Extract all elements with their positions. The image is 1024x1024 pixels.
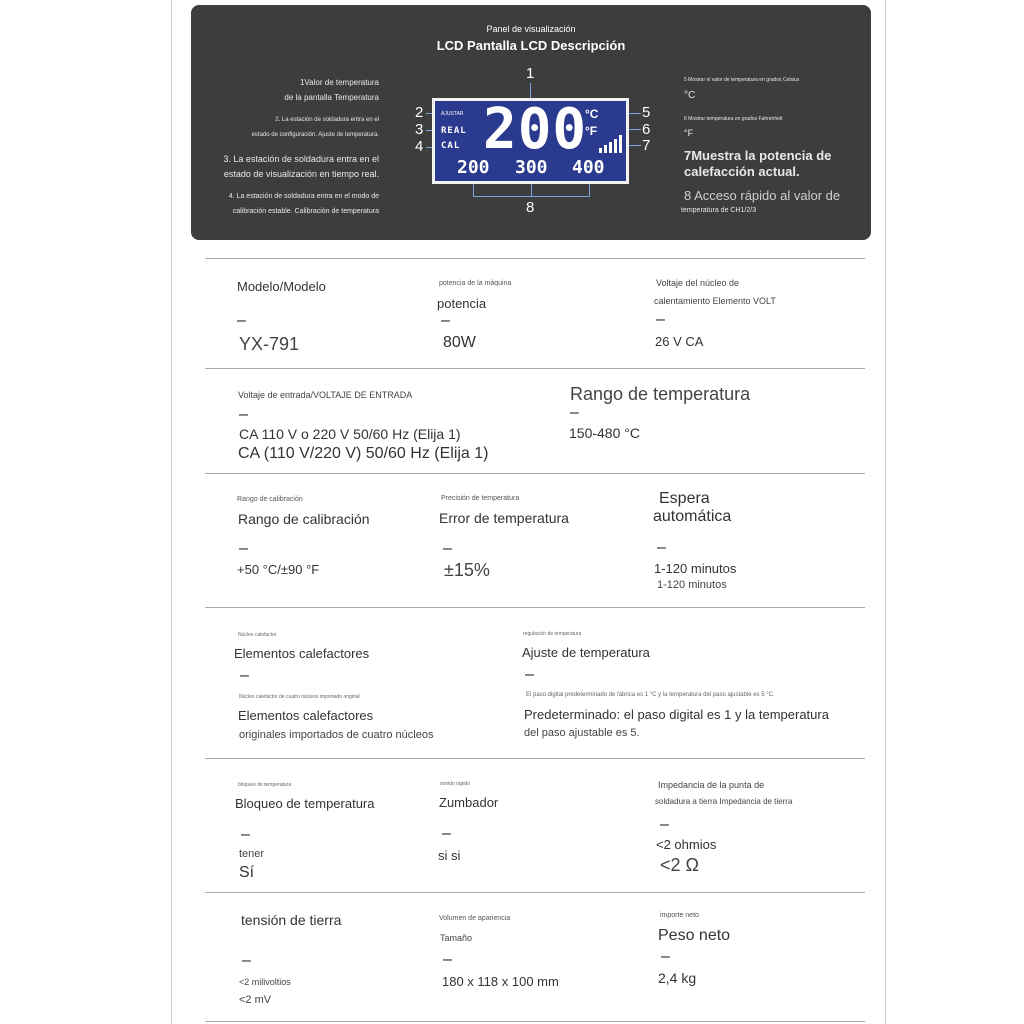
dash: – bbox=[442, 825, 451, 842]
panel-subtitle: Panel de visualización bbox=[486, 24, 576, 34]
callout-6: 6 bbox=[642, 121, 651, 138]
impedancia-value1: <2 ohmios bbox=[656, 837, 717, 852]
espera-line1: Espera bbox=[659, 490, 710, 507]
leader-8-bar bbox=[473, 196, 590, 197]
divider bbox=[205, 758, 865, 759]
lcd-screen bbox=[432, 98, 629, 184]
note-4-line2: calibración estable. Calibración de temperatura bbox=[232, 208, 379, 215]
dash: – bbox=[441, 312, 450, 329]
rango-temp-label: Rango de temperatura bbox=[570, 384, 751, 404]
calib-small: Rango de calibración bbox=[237, 496, 303, 503]
nucleo-detail-small: Núcleo calefactor de cuatro núcleos importado original bbox=[239, 694, 360, 700]
dash: – bbox=[241, 826, 250, 843]
volumen-value: 180 x 118 x 100 mm bbox=[442, 974, 559, 989]
lcd-celsius-unit: °C bbox=[585, 107, 599, 121]
impedancia-line2: soldadura a tierra Impedancia de tierra bbox=[655, 797, 793, 806]
espera-line2: automática bbox=[653, 508, 732, 525]
potencia-label: potencia bbox=[437, 296, 487, 311]
callout-3: 3 bbox=[415, 121, 424, 138]
dash: – bbox=[525, 666, 534, 683]
impedancia-value2: <2 Ω bbox=[660, 855, 699, 875]
note-4 bbox=[201, 189, 379, 219]
entrada-value1: CA 110 V o 220 V 50/60 Hz (Elija 1) bbox=[239, 426, 461, 442]
zumbador-value: si si bbox=[438, 848, 461, 863]
note-7-line2: calefacción actual. bbox=[684, 164, 800, 179]
lcd-ajustar-label: AJUSTAR bbox=[441, 111, 464, 117]
note-2 bbox=[201, 113, 379, 143]
regulacion-value1: Predeterminado: el paso digital es 1 y la temperatura bbox=[524, 707, 829, 722]
dash: – bbox=[657, 539, 666, 556]
note-6-small: 6 Mostrar temperatura en grados Fahrenheit bbox=[684, 116, 783, 122]
callout-5: 5 bbox=[642, 104, 651, 121]
note-6-unit: °F bbox=[684, 128, 694, 138]
lcd-cal-label: CAL bbox=[441, 141, 461, 151]
regulacion-label: Ajuste de temperatura bbox=[522, 645, 650, 660]
nucleo-small: Núcleo calefactor bbox=[238, 632, 277, 638]
bloqueo-label: Bloqueo de temperatura bbox=[235, 796, 375, 811]
espera-value2: 1-120 minutos bbox=[657, 579, 727, 591]
nucleo-label: Elementos calefactores bbox=[234, 646, 370, 661]
dash: – bbox=[570, 404, 579, 421]
potencia-small: potencia de la máquina bbox=[439, 280, 512, 287]
zumbador-label: Zumbador bbox=[439, 795, 499, 810]
bloqueo-value-small: tener bbox=[239, 848, 265, 860]
nucleo-value1: Elementos calefactores bbox=[238, 708, 374, 723]
voltaje-nucleo-line2: calentamiento Elemento VOLT bbox=[654, 296, 776, 306]
dash: – bbox=[237, 312, 246, 329]
dash: – bbox=[239, 406, 248, 423]
dash: – bbox=[443, 951, 452, 968]
peso-value: 2,4 kg bbox=[658, 970, 697, 986]
espera-value1: 1-120 minutos bbox=[654, 561, 737, 576]
note-5-unit: °C bbox=[684, 90, 696, 101]
voltaje-nucleo-value: 26 V CA bbox=[655, 334, 704, 349]
impedancia-line1: Impedancia de la punta de bbox=[658, 780, 765, 790]
note-2-line1: 2. La estación de soldadura entra en el bbox=[275, 117, 379, 123]
leader-8b bbox=[531, 183, 532, 197]
callout-1: 1 bbox=[526, 65, 535, 82]
divider bbox=[205, 1021, 865, 1022]
note-3-line1: 3. La estación de soldadura entra en el bbox=[223, 154, 379, 164]
note-3 bbox=[201, 152, 379, 182]
divider bbox=[205, 892, 865, 893]
note-2-line2: estado de configuración. Ajuste de temperatura. bbox=[251, 132, 379, 138]
bloqueo-small: bloqueo de temperatura bbox=[238, 782, 292, 788]
entrada-label: Voltaje de entrada/VOLTAJE DE ENTRADA bbox=[238, 390, 413, 400]
dash: – bbox=[242, 952, 251, 969]
lcd-preset-ch2: 300 bbox=[515, 157, 548, 178]
note-5-small: 5 Mostrar el valor de temperatura en grados Celsius bbox=[684, 77, 800, 83]
regulacion-detail-small: El paso digital predeterminado de fábrica es 1 °C y la temperatura del paso ajustable es 5 °C. bbox=[526, 692, 775, 698]
callout-2: 2 bbox=[415, 104, 424, 121]
volumen-small: Volumen de apariencia bbox=[439, 915, 511, 922]
note-8-line2: temperatura de CH1/2/3 bbox=[681, 207, 757, 214]
precision-label: Error de temperatura bbox=[439, 510, 569, 526]
regulacion-small: regulación de temperatura bbox=[523, 631, 582, 637]
calib-value: +50 °C/±90 °F bbox=[237, 562, 320, 577]
lcd-real-label: REAL bbox=[441, 126, 467, 136]
divider bbox=[205, 473, 865, 474]
regulacion-value2: del paso ajustable es 5. bbox=[524, 727, 640, 739]
dash: – bbox=[660, 816, 669, 833]
leader-8c bbox=[589, 183, 590, 197]
volumen-label: Tamaño bbox=[440, 933, 473, 943]
page-border-left bbox=[171, 0, 172, 1024]
lcd-fahrenheit-unit: °F bbox=[585, 124, 598, 138]
note-8-line1: 8 Acceso rápido al valor de bbox=[684, 188, 841, 203]
tension-label: tensión de tierra bbox=[241, 912, 342, 928]
divider bbox=[205, 607, 865, 608]
bloqueo-value: Sí bbox=[239, 864, 255, 881]
peso-small: importe neto bbox=[660, 912, 699, 919]
precision-value: ±15% bbox=[444, 560, 490, 580]
potencia-value: 80W bbox=[443, 334, 476, 351]
note-3-line2: estado de visualización en tiempo real. bbox=[223, 169, 379, 179]
rango-temp-value: 150-480 °C bbox=[569, 425, 640, 441]
page-border-right bbox=[885, 0, 886, 1024]
precision-small: Precisión de temperatura bbox=[441, 495, 520, 502]
note-1-line1: 1Valor de temperatura bbox=[299, 78, 379, 87]
dash: – bbox=[239, 540, 248, 557]
lcd-preset-ch1: 200 bbox=[457, 157, 490, 178]
panel-title: LCD Pantalla LCD Descripción bbox=[436, 38, 626, 53]
calib-label: Rango de calibración bbox=[238, 511, 370, 527]
note-1 bbox=[211, 75, 379, 105]
peso-label: Peso neto bbox=[658, 927, 731, 944]
dash: – bbox=[656, 311, 665, 328]
tension-value2: <2 mV bbox=[239, 994, 272, 1006]
lcd-preset-ch3: 400 bbox=[572, 157, 605, 178]
divider bbox=[205, 368, 865, 369]
note-7 bbox=[684, 148, 831, 180]
dash: – bbox=[443, 540, 452, 557]
note-4-line1: 4. La estación de soldadura entra en el modo de bbox=[228, 193, 379, 200]
callout-7: 7 bbox=[642, 137, 651, 154]
nucleo-value2: originales importados de cuatro núcleos bbox=[239, 729, 434, 741]
callout-4: 4 bbox=[415, 138, 424, 155]
voltaje-nucleo-line1: Voltaje del núcleo de bbox=[656, 278, 740, 288]
leader-8a bbox=[473, 183, 474, 197]
lcd-temperature-value: 200 bbox=[483, 97, 588, 162]
modelo-value: YX-791 bbox=[239, 334, 300, 354]
divider bbox=[205, 258, 865, 259]
zumbador-small: sonido rápido bbox=[440, 781, 471, 787]
note-7-line1: 7Muestra la potencia de bbox=[684, 148, 832, 163]
power-bars-icon bbox=[599, 135, 625, 153]
dash: – bbox=[240, 667, 249, 684]
note-1-line2: de la pantalla Temperatura bbox=[284, 93, 379, 102]
lcd-description-panel bbox=[191, 5, 871, 240]
tension-value1: <2 milivoltios bbox=[239, 977, 291, 987]
callout-8: 8 bbox=[526, 199, 535, 216]
entrada-value2: CA (110 V/220 V) 50/60 Hz (Elija 1) bbox=[238, 445, 489, 462]
dash: – bbox=[661, 948, 670, 965]
modelo-label: Modelo/Modelo bbox=[237, 279, 326, 294]
